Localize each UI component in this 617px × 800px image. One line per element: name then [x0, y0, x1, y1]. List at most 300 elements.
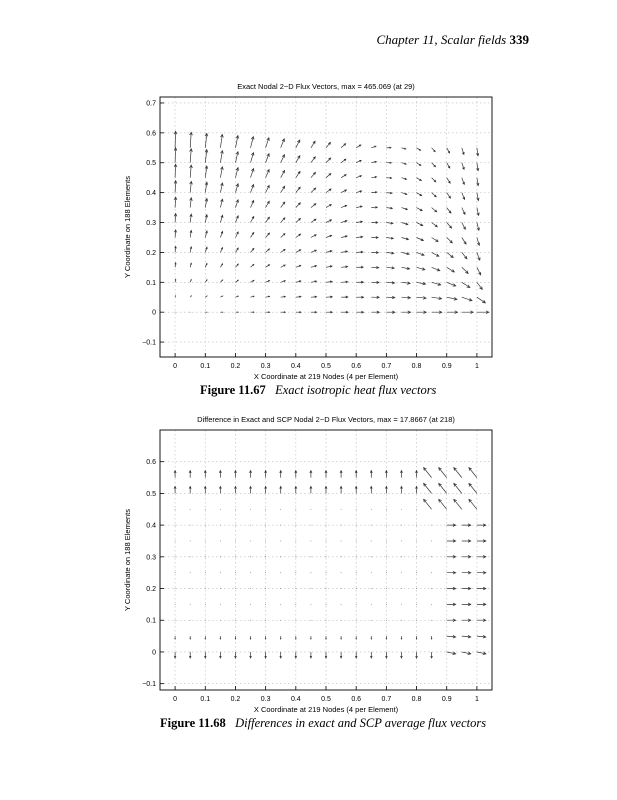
- x-tick-label: 0.4: [290, 696, 301, 703]
- flux-vector-point: [205, 509, 206, 510]
- flux-vector: [454, 499, 462, 509]
- flux-vector: [340, 471, 342, 478]
- flux-vector-point: [326, 509, 327, 510]
- flux-vector: [462, 556, 471, 559]
- x-tick-label: 0.1: [200, 363, 211, 370]
- flux-vector-point: [416, 572, 417, 573]
- flux-vector: [431, 636, 432, 639]
- flux-vector-point: [265, 556, 266, 557]
- x-axis-label: X Coordinate at 219 Nodes (4 per Element): [253, 705, 399, 714]
- flux-vector-point: [190, 588, 191, 589]
- flux-vector: [447, 556, 456, 559]
- flux-vector-point: [205, 620, 206, 621]
- flux-vector-point: [220, 541, 221, 542]
- flux-vector-point: [431, 525, 432, 526]
- flux-vector-point: [265, 572, 266, 573]
- flux-vector: [250, 636, 251, 639]
- flux-vector-point: [280, 556, 281, 557]
- flux-vector-point: [356, 509, 357, 510]
- y-tick-label: 0.4: [146, 522, 156, 530]
- flux-vector-point: [175, 572, 176, 573]
- flux-vector-point: [235, 509, 236, 510]
- flux-vector-point: [280, 604, 281, 605]
- flux-vector: [431, 652, 433, 658]
- flux-vector: [477, 540, 486, 543]
- flux-vector-point: [311, 604, 312, 605]
- x-tick-label: 0.9: [441, 696, 452, 703]
- x-tick-label: 1: [474, 696, 479, 703]
- flux-vector-point: [250, 604, 251, 605]
- x-tick-label: 0.6: [351, 363, 362, 370]
- flux-vector-field: [174, 468, 486, 658]
- flux-vector-point: [386, 525, 387, 526]
- flux-vector-point: [280, 588, 281, 589]
- flux-vector: [310, 652, 312, 658]
- flux-vector-point: [295, 541, 296, 542]
- flux-vector: [447, 603, 456, 606]
- flux-vector: [325, 486, 327, 493]
- flux-vector-point: [371, 541, 372, 542]
- flux-vector: [204, 486, 206, 493]
- flux-vector: [205, 636, 206, 639]
- flux-vector-point: [220, 525, 221, 526]
- flux-vector: [265, 471, 267, 478]
- flux-vector: [370, 471, 372, 478]
- y-tick-label: 0: [152, 649, 156, 657]
- flux-vector-point: [205, 604, 206, 605]
- flux-vector: [265, 652, 267, 658]
- flux-vector: [280, 652, 282, 658]
- flux-vector: [439, 499, 447, 509]
- x-tick-label: 0: [173, 696, 178, 703]
- flux-vector-point: [356, 556, 357, 557]
- x-tick-label: 0.7: [381, 696, 392, 703]
- flux-vector: [400, 486, 402, 493]
- flux-vector: [204, 652, 206, 658]
- flux-vector-point: [190, 509, 191, 510]
- flux-vector: [220, 636, 221, 639]
- flux-vector-point: [431, 604, 432, 605]
- flux-vector-point: [371, 588, 372, 589]
- flux-vector: [477, 524, 486, 527]
- flux-vector-point: [431, 588, 432, 589]
- flux-vector: [219, 486, 221, 493]
- flux-vector: [469, 468, 477, 478]
- flux-vector-point: [265, 525, 266, 526]
- flux-vector-point: [356, 572, 357, 573]
- flux-vector-point: [356, 588, 357, 589]
- flux-vector-point: [371, 620, 372, 621]
- flux-vector: [469, 483, 477, 493]
- flux-vector: [386, 636, 387, 639]
- flux-vector-point: [341, 541, 342, 542]
- x-tick-label: 0.8: [411, 363, 422, 370]
- flux-vector-point: [401, 572, 402, 573]
- flux-vector: [234, 486, 236, 493]
- flux-vector: [295, 471, 297, 478]
- flux-vector-point: [356, 620, 357, 621]
- y-tick-label: 0.7: [146, 100, 156, 108]
- figure-number: Figure 11.68: [160, 716, 226, 730]
- flux-vector-point: [205, 525, 206, 526]
- flux-vector-point: [295, 509, 296, 510]
- flux-vector-point: [280, 509, 281, 510]
- y-tick-label: −0.1: [142, 339, 156, 347]
- flux-vector: [280, 471, 282, 478]
- flux-vector-point: [431, 556, 432, 557]
- flux-vector-point: [175, 556, 176, 557]
- flux-vector-point: [280, 541, 281, 542]
- flux-vector: [385, 471, 387, 478]
- figure-caption-2: [160, 716, 486, 731]
- flux-vector: [340, 652, 342, 658]
- flux-vector: [235, 652, 237, 658]
- flux-vector: [424, 499, 432, 509]
- flux-vector-point: [235, 588, 236, 589]
- flux-vector: [477, 587, 486, 590]
- flux-vector: [462, 635, 471, 638]
- flux-vector: [280, 486, 282, 493]
- flux-vector-point: [416, 525, 417, 526]
- flux-vector-point: [220, 604, 221, 605]
- flux-vector-point: [326, 541, 327, 542]
- flux-vector-point: [175, 525, 176, 526]
- flux-vector-point: [175, 541, 176, 542]
- flux-vector: [477, 635, 486, 638]
- flux-vector-point: [250, 572, 251, 573]
- x-tick-label: 0.1: [200, 696, 211, 703]
- flux-vector-point: [175, 588, 176, 589]
- flux-vector: [416, 486, 418, 493]
- flux-vector: [401, 636, 402, 639]
- x-tick-label: 0.5: [321, 363, 331, 370]
- flux-vector: [447, 540, 456, 543]
- flux-vector-point: [401, 620, 402, 621]
- flux-vector-point: [280, 572, 281, 573]
- flux-vector: [386, 652, 388, 658]
- flux-vector-point: [386, 620, 387, 621]
- flux-vector-point: [371, 604, 372, 605]
- flux-vector: [439, 468, 447, 478]
- flux-vector-point: [250, 541, 251, 542]
- flux-vector: [462, 524, 471, 527]
- flux-vector: [424, 468, 432, 478]
- x-tick-label: 1: [474, 363, 479, 370]
- flux-vector: [219, 471, 221, 478]
- flux-vector-point: [265, 509, 266, 510]
- flux-vector-point: [311, 620, 312, 621]
- x-tick-label: 0.4: [290, 363, 301, 370]
- flux-vector-point: [235, 620, 236, 621]
- y-axis-label: Y Coordinate on 188 Elements: [123, 175, 132, 279]
- flux-vector: [477, 556, 486, 559]
- y-tick-label: 0.2: [146, 249, 156, 257]
- x-tick-label: 0.7: [381, 363, 392, 370]
- flux-vector: [250, 486, 252, 493]
- flux-vector-point: [386, 541, 387, 542]
- flux-vector: [265, 636, 266, 639]
- flux-vector-point: [265, 588, 266, 589]
- flux-vector: [190, 636, 191, 639]
- flux-vector-point: [386, 588, 387, 589]
- flux-vector: [174, 652, 176, 658]
- flux-vector-point: [295, 572, 296, 573]
- flux-vector: [462, 619, 471, 622]
- flux-vector: [295, 636, 296, 639]
- flux-vector-point: [220, 572, 221, 573]
- flux-vector: [462, 540, 471, 543]
- flux-vector: [469, 499, 477, 509]
- flux-vector: [189, 471, 191, 478]
- flux-vector: [355, 486, 357, 493]
- flux-vector-point: [311, 572, 312, 573]
- flux-vector: [447, 587, 456, 590]
- flux-vector: [250, 652, 252, 658]
- x-tick-label: 0.8: [411, 696, 422, 703]
- flux-vector-point: [356, 604, 357, 605]
- flux-vector: [341, 636, 342, 639]
- flux-vector-point: [220, 620, 221, 621]
- flux-vector-point: [235, 572, 236, 573]
- flux-vector-point: [235, 525, 236, 526]
- flux-vector-point: [401, 604, 402, 605]
- y-tick-label: 0.5: [146, 160, 156, 168]
- flux-vector-point: [311, 556, 312, 557]
- x-tick-label: 0.3: [260, 363, 271, 370]
- flux-vector-point: [416, 604, 417, 605]
- flux-vector: [454, 468, 462, 478]
- flux-vector: [370, 652, 372, 658]
- flux-vector: [447, 571, 456, 574]
- flux-vector-point: [341, 604, 342, 605]
- y-tick-label: 0.1: [146, 279, 156, 287]
- flux-vector: [325, 471, 327, 478]
- x-tick-label: 0.3: [260, 696, 271, 703]
- flux-vector: [189, 486, 191, 493]
- flux-vector: [250, 471, 252, 478]
- flux-vector-point: [250, 525, 251, 526]
- flux-vector-point: [295, 620, 296, 621]
- flux-vector-point: [386, 572, 387, 573]
- flux-vector-point: [401, 509, 402, 510]
- flux-vector: [310, 486, 312, 493]
- flux-vector-point: [401, 525, 402, 526]
- flux-vector-point: [356, 541, 357, 542]
- flux-vector: [295, 652, 297, 658]
- flux-vector-point: [341, 588, 342, 589]
- flux-vector-point: [341, 509, 342, 510]
- flux-vector-point: [416, 620, 417, 621]
- flux-vector-point: [190, 525, 191, 526]
- flux-vector-point: [265, 604, 266, 605]
- flux-vector: [235, 636, 236, 639]
- y-tick-label: 0.1: [146, 617, 156, 625]
- flux-vector-point: [311, 525, 312, 526]
- flux-vector-point: [341, 572, 342, 573]
- flux-vector: [280, 636, 281, 639]
- flux-vector: [204, 471, 206, 478]
- flux-vector-point: [326, 604, 327, 605]
- flux-vector-point: [341, 525, 342, 526]
- chart-title: Difference in Exact and SCP Nodal 2−D Flux Vectors, max = 17.8667 (at 218): [197, 415, 455, 424]
- flux-vector-point: [280, 525, 281, 526]
- flux-vector-point: [295, 604, 296, 605]
- flux-vector-point: [311, 588, 312, 589]
- x-tick-label: 0: [173, 363, 178, 370]
- flux-vector-point: [265, 620, 266, 621]
- flux-vector-point: [250, 588, 251, 589]
- flux-vector-point: [190, 572, 191, 573]
- flux-vector-point: [326, 556, 327, 557]
- flux-vector-point: [401, 541, 402, 542]
- flux-vector: [310, 471, 312, 478]
- flux-vector-point: [431, 572, 432, 573]
- figure-caption-1: [200, 383, 436, 398]
- flux-vector: [371, 636, 372, 639]
- flux-vector-point: [416, 556, 417, 557]
- flux-vector-point: [416, 509, 417, 510]
- y-tick-label: 0.4: [146, 190, 156, 198]
- flux-vector: [370, 486, 372, 493]
- flux-vector-point: [371, 525, 372, 526]
- flux-vector-point: [250, 556, 251, 557]
- flux-vector: [174, 486, 176, 493]
- flux-vector-point: [250, 509, 251, 510]
- flux-vector: [447, 652, 456, 655]
- flux-vector: [220, 652, 222, 658]
- flux-vector-point: [250, 620, 251, 621]
- flux-vector-point: [220, 588, 221, 589]
- flux-vector: [416, 471, 418, 478]
- y-tick-label: 0.6: [146, 130, 156, 138]
- flux-vector-point: [220, 556, 221, 557]
- y-tick-label: −0.1: [142, 681, 156, 689]
- flux-vector-point: [235, 556, 236, 557]
- flux-vector-point: [295, 525, 296, 526]
- flux-vector-point: [175, 604, 176, 605]
- flux-vector: [355, 471, 357, 478]
- figure-caption-text: Differences in exact and SCP average flux vectors: [235, 716, 487, 730]
- flux-vector: [424, 483, 432, 493]
- flux-vector: [355, 652, 357, 658]
- flux-vector: [174, 471, 176, 478]
- flux-vector: [265, 486, 267, 493]
- flux-vector-point: [265, 541, 266, 542]
- flux-vector: [462, 571, 471, 574]
- flux-vector-point: [386, 604, 387, 605]
- flux-vector-point: [371, 556, 372, 557]
- flux-vector-point: [341, 556, 342, 557]
- flux-vector: [447, 619, 456, 622]
- flux-vector-point: [386, 509, 387, 510]
- flux-vector-point: [386, 556, 387, 557]
- flux-vector-point: [416, 541, 417, 542]
- x-tick-label: 0.2: [230, 696, 241, 703]
- flux-vector-point: [401, 588, 402, 589]
- y-tick-label: 0.6: [146, 459, 156, 467]
- flux-vector-point: [371, 572, 372, 573]
- figure-number: Figure 11.67: [200, 383, 266, 397]
- x-axis-label: X Coordinate at 219 Nodes (4 per Element): [253, 372, 399, 381]
- flux-vector: [311, 636, 312, 639]
- flux-vector-point: [190, 604, 191, 605]
- flux-vector-point: [235, 541, 236, 542]
- flux-vector: [400, 471, 402, 478]
- x-tick-label: 0.2: [230, 363, 241, 370]
- flux-vector-point: [371, 509, 372, 510]
- flux-vector-point: [401, 556, 402, 557]
- y-tick-label: 0.3: [146, 220, 156, 228]
- flux-vector: [462, 587, 471, 590]
- page-number: 339: [509, 32, 529, 47]
- y-tick-label: 0.3: [146, 554, 156, 562]
- flux-vector-point: [311, 541, 312, 542]
- flux-vector-point: [295, 588, 296, 589]
- flux-vector-point: [205, 572, 206, 573]
- flux-vector: [234, 471, 236, 478]
- flux-vector-point: [431, 541, 432, 542]
- flux-vector: [477, 571, 486, 574]
- flux-vector-point: [205, 556, 206, 557]
- flux-vector-point: [220, 509, 221, 510]
- flux-vector: [477, 603, 486, 606]
- flux-vector-point: [431, 620, 432, 621]
- flux-vector: [447, 635, 456, 638]
- y-tick-label: 0.2: [146, 586, 156, 594]
- flux-vector-point: [356, 525, 357, 526]
- flux-vector: [326, 636, 327, 639]
- flux-vector: [340, 486, 342, 493]
- flux-vector: [416, 652, 418, 658]
- flux-vector: [401, 652, 403, 658]
- flux-vector: [416, 636, 417, 639]
- flux-vector-point: [295, 556, 296, 557]
- flux-vector-point: [326, 588, 327, 589]
- flux-vector: [175, 636, 176, 639]
- flux-vector-point: [205, 588, 206, 589]
- flux-vector-point: [175, 509, 176, 510]
- y-tick-label: 0: [152, 309, 156, 317]
- flux-vector: [454, 483, 462, 493]
- figure-caption-text: Exact isotropic heat flux vectors: [275, 383, 437, 397]
- flux-vector: [189, 652, 191, 658]
- flux-vector-point: [326, 572, 327, 573]
- y-tick-label: 0.5: [146, 490, 156, 498]
- flux-vector-point: [190, 541, 191, 542]
- flux-vector-point: [175, 620, 176, 621]
- flux-vector: [477, 619, 486, 622]
- flux-vector-point: [326, 620, 327, 621]
- flux-vector: [385, 486, 387, 493]
- flux-vector: [295, 486, 297, 493]
- x-tick-label: 0.9: [441, 363, 452, 370]
- flux-vector-point: [280, 620, 281, 621]
- flux-vector: [462, 603, 471, 606]
- flux-vector-point: [311, 509, 312, 510]
- y-axis-label: Y Coordinate on 188 Elements: [123, 508, 132, 612]
- flux-vector-point: [205, 541, 206, 542]
- flux-vector-point: [326, 525, 327, 526]
- flux-vector-point: [416, 588, 417, 589]
- flux-vector: [439, 483, 447, 493]
- x-tick-label: 0.5: [321, 696, 331, 703]
- flux-vector-point: [235, 604, 236, 605]
- flux-vector-point: [190, 556, 191, 557]
- flux-vector: [447, 524, 456, 527]
- flux-vector-point: [190, 620, 191, 621]
- chart-title: Exact Nodal 2−D Flux Vectors, max = 465.069 (at 29): [237, 82, 415, 91]
- x-tick-label: 0.6: [351, 696, 362, 703]
